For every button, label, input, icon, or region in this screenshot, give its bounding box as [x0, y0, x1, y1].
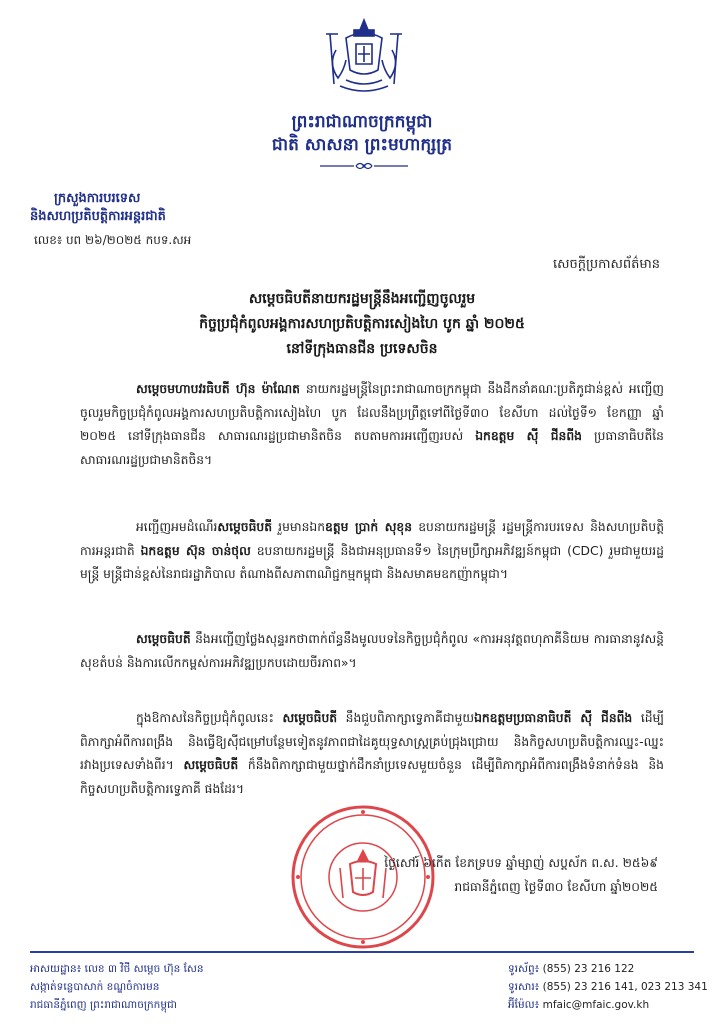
p3-bold-a: សម្តេចធិបតី — [136, 632, 191, 646]
ornament-divider-icon — [316, 160, 412, 172]
p3-text-a: នឹងអញ្ជើញថ្លែងសុន្ទរកថាពាក់ព័ន្ធនឹងមូលបទនៃកិច្ចប្រជុំកំពូល «ការអនុវត្តពហុភាគីនិយម ការធានានូវសន្តិសុខតំបន់ និងការលើកកម្ពស់ការអភិវឌ្ឍប្រកបដោយចីរភាព»។ — [80, 632, 664, 670]
paragraph-3 — [80, 628, 664, 675]
p2-bold-c: ឯកឧត្តម ស៊ុន ចាន់ថុល — [140, 543, 251, 558]
p4-bold-a: សម្តេចធិបតី — [282, 711, 338, 725]
p2-text-c: ឧបនាយករដ្ឋមន្ត្រី រដ្ឋមន្ត្រីការបរទេស និងសហប្រតិបត្តិការអន្តរជាតិ — [80, 520, 664, 558]
kingdom-name: ព្រះរាជាណាចក្រកម្ពុជា — [291, 112, 433, 132]
email-label: អ៊ីម៉ែល៖ — [508, 999, 540, 1011]
p4-bold-c: សម្តេចធិបតី — [183, 758, 239, 772]
p4-text-d: ក៏នឹងពិភាក្សាជាមួយថ្នាក់ដឹកនាំប្រទេសមួយចំនួន ដើម្បីពិភាក្សាអំពីការពង្រឹងទំនាក់ទំនង និងកិច្ចសហប្រតិបត្តិការទ្វេភាគី ផងដែរ។ — [80, 758, 664, 796]
ministry-name-line1: ក្រសួងការបរទេស — [54, 191, 141, 206]
royal-arms-emblem-icon — [316, 14, 412, 98]
fax-value: (855) 23 216 141, 023 213 341 — [542, 981, 708, 993]
title-line2: កិច្ចប្រជុំកំពូលអង្គការសហប្រតិបត្តិការសៀងហៃ បូក ឆ្នាំ ២០២៥ — [199, 316, 525, 332]
address-line1: អាសយដ្ឋាន៖ លេខ ៣ វិថី សម្តេច ហ៊ុន សែន — [30, 963, 204, 975]
p4-bold-b: ឯកឧត្តមប្រធានាធិបតី ស៊ី ជីនពីង — [474, 711, 633, 725]
fax-label: ទូរសារ៖ — [508, 981, 540, 993]
p1-text-a: នាយករដ្ឋមន្ត្រីនៃព្រះរាជាណាចក្រកម្ពុជា នឹងដឹកនាំគណៈប្រតិភូជាន់ខ្ពស់ អញ្ជើញចូលរួមកិច្ចប្រជុំកំពូលអង្គការសហប្រតិបត្តិការសៀងហៃ បូក ដែលនឹងប្រព្រឹត្តទៅពីថ្ងៃទី៣០ ខែសីហា ដល់ថ្ងៃទី១ ខែកញ្ញា ឆ្នាំ ២០២៥ នៅទីក្រុងធានជីន សាធារណរដ្ឋប្រជាមានិតចិន តបតាមការអញ្ជើញរបស់ — [80, 382, 664, 443]
p2-text-d: ឧបនាយករដ្ឋមន្ត្រី និងជាអនុប្រធានទី១ នៃក្រុមប្រឹក្សាអភិវឌ្ឍន៍កម្ពុជា (CDC) រួមជាមួយរដ្ឋមន្ត្រី មន្ត្រីជាន់ខ្ពស់នៃរាជរដ្ឋាភិបាល តំណាងពីសភាពាណិជ្ជកម្មកម្ពុជា និងសមាគមឧកញ៉ាកម្ពុជា។ — [80, 543, 664, 581]
p2-text-a: អញ្ជើញអមដំណើរ — [136, 520, 218, 534]
address-line2: សង្កាត់ទន្លេបាសាក់ ខណ្ឌចំការមន — [30, 981, 160, 993]
p1-text-b: ប្រធានាធិបតីនៃសាធារណរដ្ឋប្រជាមានិតចិន។ — [80, 429, 664, 467]
lunar-date: ថ្ងៃសៅរ៍ ៦កើត ខែភទ្របទ ឆ្នាំម្សាញ់ សប្តស័ក ព.ស. ២៥៦៩ — [384, 856, 658, 870]
national-motto: ជាតិ សាសនា ព្រះមហាក្សត្រ — [271, 135, 453, 155]
email-row — [508, 996, 708, 1014]
email-link[interactable]: mfaic@mfaic.gov.kh — [542, 999, 650, 1011]
p4-text-a: ក្នុងឱកាសនៃកិច្ចប្រជុំកំពូលនេះ — [136, 711, 283, 725]
footer-address — [30, 960, 204, 1014]
paragraph-1 — [80, 378, 664, 472]
title-line1: សម្តេចធិបតីនាយករដ្ឋមន្ត្រីនឹងអញ្ជើញចូលរួម — [248, 291, 476, 307]
p4-text-b: នឹងជួបពិភាក្សាទ្វេភាគីជាមួយ — [337, 711, 475, 725]
phone-row — [508, 960, 708, 978]
solar-date: រាជធានីភ្នំពេញ ថ្ងៃទី៣០ ខែសីហា ឆ្នាំ២០២៥ — [454, 880, 658, 894]
ministry-name-line2: និងសហប្រតិបត្តិការអន្តរជាតិ — [30, 209, 166, 224]
p1-bold-b: ឯកឧត្តម ស៊ី ជីនពីង — [475, 429, 582, 443]
phone-value[interactable]: (855) 23 216 122 — [542, 963, 635, 975]
reference-number: លេខ៖ បព ២៦/២០២៥ កបទ.សអ — [34, 233, 192, 247]
address-line3: រាជធានីភ្នំពេញ ព្រះរាជាណាចក្រកម្ពុជា — [30, 999, 177, 1011]
fax-row — [508, 978, 708, 996]
document-type: សេចក្តីប្រកាសព័ត៌មាន — [552, 257, 660, 272]
p1-bold-a: សម្តេចមហាបវរធិបតី ហ៊ុន ម៉ាណែត — [136, 382, 300, 396]
p2-bold-a: សម្តេចធិបតី — [217, 520, 272, 534]
p4-text-c: ដើម្បីពិភាក្សាអំពីការពង្រឹង និងធ្វើឱ្យស៊ីជម្រៅបន្ថែមទៀតនូវភាពជាដៃគូយុទ្ធសាស្ត្រគ្រប់ជ្រុងជ្រោយ និងកិច្ចសហប្រតិបត្តិការឈ្នះ-ឈ្នះ រវាងប្រទេសទាំងពីរ។ — [80, 711, 664, 772]
phone-label: ទូរស័ព្ទ៖ — [508, 963, 540, 975]
paragraph-4 — [80, 707, 664, 801]
paragraph-2 — [80, 516, 664, 587]
p2-text-b: រួមមានឯក — [272, 520, 326, 534]
official-seal-icon — [288, 802, 438, 952]
p2-bold-b: ឧត្តម ប្រាក់ សុខុន — [325, 520, 413, 534]
footer-contacts — [508, 960, 708, 1014]
footer-divider — [30, 951, 694, 953]
title-line3: នៅទីក្រុងធានជីន ប្រទេសចិន — [286, 341, 438, 357]
